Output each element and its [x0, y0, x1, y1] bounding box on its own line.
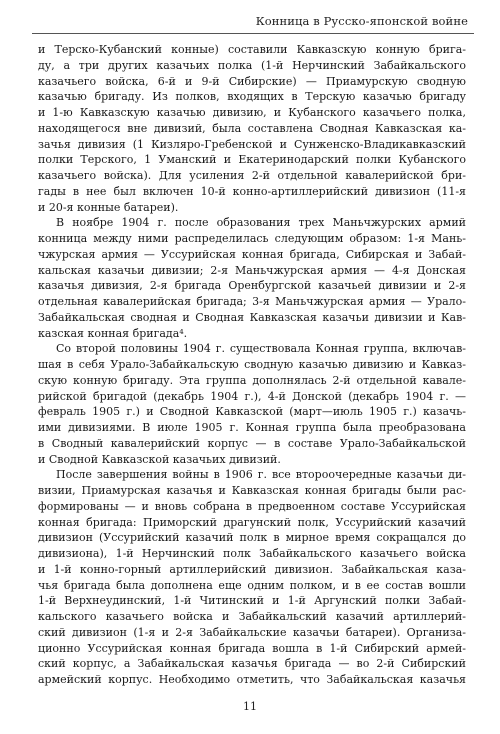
text-line: ционно Уссурийская конная бригада вошла в 1-й Сибирский армей- — [38, 641, 466, 655]
text-line: и Терско-Кубанский конные) составили Кавказскую конную брига- — [38, 43, 466, 56]
paragraph — [38, 42, 466, 215]
text-line: находящегося вне дивизий, была составлена Сводная Кавказская ка- — [38, 121, 466, 135]
text-line: армейский корпус. Необходимо отметить, что Забайкальская казачья — [38, 673, 466, 686]
text-line: ду, а три других казачьих полка (1-й Нерчинский Забайкальского — [38, 58, 466, 72]
text-line: дивизиона), 1-й Нерчинский полк Забайкальского казачьего войска — [38, 547, 466, 560]
text-line: казская конная бригада⁴. — [38, 326, 188, 340]
text-line: казачья дивизия, 2-я бригада Оренбургской казачьей дивизии и 2-я — [38, 279, 466, 293]
text-line: В ноябре 1904 г. после образования трех Маньчжурских армий — [56, 216, 466, 230]
text-line: чжурская армия — Уссурийская конная бригада, Сибирская и Забай- — [38, 247, 466, 261]
text-line: казачьего войска). Для усиления 2-й отдельной кавалерийской бри- — [38, 169, 466, 182]
text-line: скую конную бригаду. Эта группа дополнялась 2-й отдельной кавале- — [38, 373, 466, 387]
header-rule — [32, 33, 474, 34]
page-body — [38, 42, 466, 688]
text-line: отдельная кавалерийская бригада; 3-я Маньчжурская армия — Урало- — [38, 295, 466, 308]
paragraph — [38, 341, 466, 467]
text-line: 1-й Верхнеудинский, 1-й Читинский и 1-й Аргунский полки Забай- — [38, 594, 466, 608]
text-line: кальского казачьего войска и Забайкальский казачий артиллерий- — [38, 610, 466, 623]
text-line: ими дивизиями. В июле 1905 г. Конная группа была преобразована — [38, 421, 466, 434]
text-line: конная бригада: Приморский драгунский полк, Уссурийский казачий — [38, 515, 466, 529]
text-line: После завершения войны в 1906 г. все второочередные казачьи ди- — [56, 468, 466, 482]
text-line: и 1-й конно-горный артиллерийский дивизион. Забайкальская каза- — [38, 562, 466, 576]
text-line: конница между ними распределилась следующим образом: 1-я Мань- — [38, 232, 466, 245]
text-line: и Сводной Кавказской казачьих дивизий. — [38, 452, 281, 466]
text-line: формированы — и вновь собрана в предвоенном составе Уссурийская — [38, 499, 466, 513]
text-line: чья бригада была дополнена еще одним полком, и в ее состав вошли — [38, 578, 466, 592]
text-line: и 20-я конные батареи). — [38, 200, 179, 214]
text-line: Со второй половины 1904 г. существовала Конная группа, включав- — [56, 342, 466, 356]
page-number: 11 — [243, 700, 257, 713]
paragraph — [38, 215, 466, 341]
text-line: Забайкальская сводная и Сводная Кавказская казачьи дивизии и Кав- — [38, 310, 466, 324]
text-line: шая в себя Урало-Забайкальскую сводную казачью дивизию и Кавказ- — [38, 358, 466, 371]
text-line: полки Терского, 1 Уманский и Екатеринодарский полки Кубанского — [38, 153, 466, 167]
text-line: зачья дивизия (1 Кизляро-Гребенской и Сунженско-Владикавказский — [38, 137, 466, 151]
text-line: казачьего войска, 6-й и 9-й Сибирские) — Приамурскую сводную — [38, 74, 466, 88]
text-line: ский корпус, а Забайкальская казачья бригада — во 2-й Сибирский — [38, 657, 466, 671]
text-line: казачью бригаду. Из полков, входящих в Терскую казачью бригаду — [38, 90, 466, 104]
paragraph — [38, 467, 466, 688]
running-header: Конница в Русско-японской войне — [255, 14, 468, 28]
text-line: кальская казачьи дивизии; 2-я Маньчжурская армия — 4-я Донская — [38, 263, 466, 277]
text-line: ский дивизион (1-я и 2-я Забайкальские казачьи батареи). Организа- — [38, 625, 466, 639]
text-line: рийской бригадой (декабрь 1904 г.), 4-й Донской (декабрь 1904 г. — — [38, 389, 466, 403]
text-line: гады в нее был включен 10-й конно-артиллерийский дивизион (11-я — [38, 184, 466, 198]
text-line: в Сводный кавалерийский корпус — в составе Урало-Забайкальской — [38, 436, 466, 450]
text-line: дивизион (Уссурийский казачий полк в мирное время сокращался до — [38, 531, 466, 545]
text-line: и 1-ю Кавказскую казачью дивизию, и Кубанского казачьего полка, — [38, 106, 466, 119]
text-line: визии, Приамурская казачья и Кавказская конная бригады были рас- — [38, 484, 466, 497]
text-line: февраль 1905 г.) и Сводной Кавказской (март—июль 1905 г.) казачь- — [38, 405, 466, 419]
